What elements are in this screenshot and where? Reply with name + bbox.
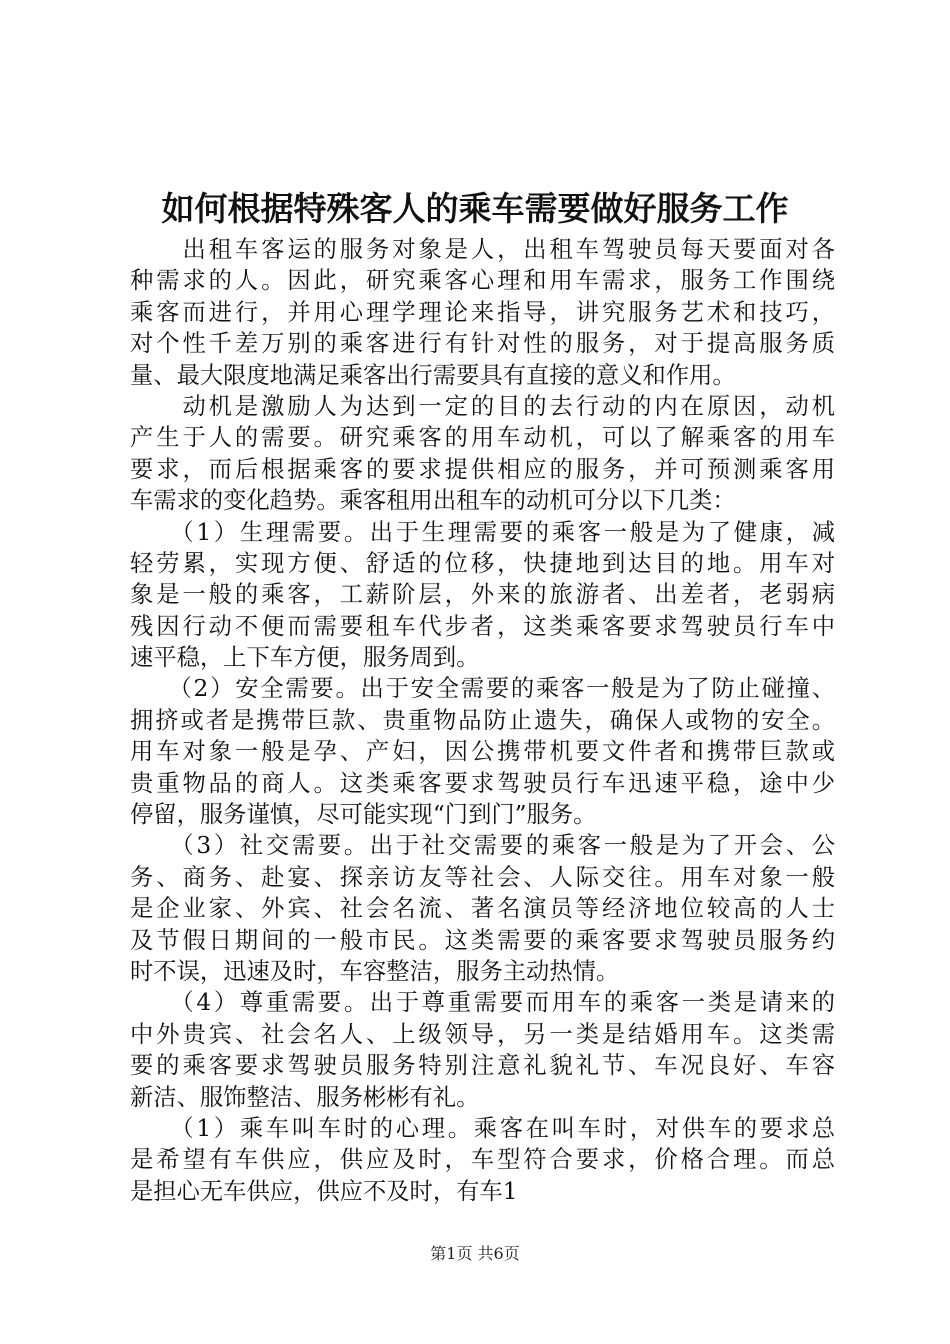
text-line: （1）生理需要。出于生理需要的乘客一般是为了健康，减 [130,518,835,546]
paragraph-5 [130,830,835,987]
text-line: 用车对象一般是孕、产妇，因公携带机要文件者和携带巨款或 [130,738,835,766]
text-line: 及节假日期间的一般市民。这类需要的乘客要求驾驶员服务约 [130,926,835,954]
text-line: 要的乘客要求驾驶员服务特别注意礼貌礼节、车况良好、车容 [130,1052,835,1080]
text-line: 停留，服务谨慎，尽可能实现“门到门”服务。 [130,801,597,829]
paragraph-1 [130,234,835,391]
text-line: （2）安全需要。出于安全需要的乘客一般是为了防止碰撞、 [130,675,835,703]
text-line: 车需求的变化趋势。乘客租用出租车的动机可分以下几类： [130,487,736,515]
text-line: 象是一般的乘客，工薪阶层，外来的旅游者、出差者，老弱病 [130,581,835,609]
text-line: 是担心无车供应，供应不及时，有车1 [130,1177,518,1205]
text-line: 种需求的人。因此，研究乘客心理和用车需求，服务工作围绕 [130,267,835,295]
text-line: 是希望有车供应，供应及时，车型符合要求，价格合理。而总 [130,1146,835,1174]
text-line: 时不误，迅速及时，车容整洁，服务主动热情。 [130,957,620,985]
document-title: 如何根据特殊客人的乘车需要做好服务工作 [161,189,789,228]
text-line: （4）尊重需要。出于尊重需要而用车的乘客一类是请来的 [130,989,835,1017]
paragraph-7 [130,1113,835,1207]
text-line: 出租车客运的服务对象是人，出租车驾驶员每天要面对各 [130,236,835,263]
text-line: 务、商务、赴宴、探亲访友等社会、人际交往。用车对象一般 [130,863,835,891]
text-line: 残因行动不便而需要租车代步者，这类乘客要求驾驶员行车中 [130,612,835,640]
text-line: 中外贵宾、社会名人、上级领导，另一类是结婚用车。这类需 [130,1020,835,1048]
text-line: 拥挤或者是携带巨款、贵重物品防止遗失，确保人或物的安全。 [130,706,835,734]
paragraph-6 [130,987,835,1113]
text-line: 动机是激励人为达到一定的目的去行动的内在原因，动机 [130,392,835,420]
text-line: （1）乘车叫车时的心理。乘客在叫车时，对供车的要求总 [130,1114,835,1142]
text-line: 轻劳累，实现方便、舒适的位移，快捷地到达目的地。用车对 [130,549,835,577]
text-line: 量、最大限度地满足乘客出行需要具有直接的意义和作用。 [130,361,736,389]
text-line: 速平稳，上下车方便，服务周到。 [130,644,480,672]
text-line: （3）社交需要。出于社交需要的乘客一般是为了开会、公 [130,832,835,860]
text-line: 乘客而进行，并用心理学理论来指导，讲究服务艺术和技巧， [130,298,835,326]
text-line: 产生于人的需要。研究乘客的用车动机，可以了解乘客的用车 [130,424,835,452]
text-line: 要求，而后根据乘客的要求提供相应的服务，并可预测乘客用 [130,455,835,483]
paragraph-2 [130,391,835,517]
page-number-footer: 第1页 共6页 [430,1244,520,1263]
text-line: 贵重物品的商人。这类乘客要求驾驶员行车迅速平稳，途中少 [130,769,835,797]
text-line: 是企业家、外宾、社会名流、著名演员等经济地位较高的人士 [130,895,835,923]
text-line: 新洁、服饰整洁、服务彬彬有礼。 [130,1083,480,1111]
paragraph-4 [130,673,835,830]
document-body [130,234,835,1207]
paragraph-3 [130,517,835,674]
text-line: 对个性千差万别的乘客进行有针对性的服务，对于提高服务质 [130,330,835,358]
